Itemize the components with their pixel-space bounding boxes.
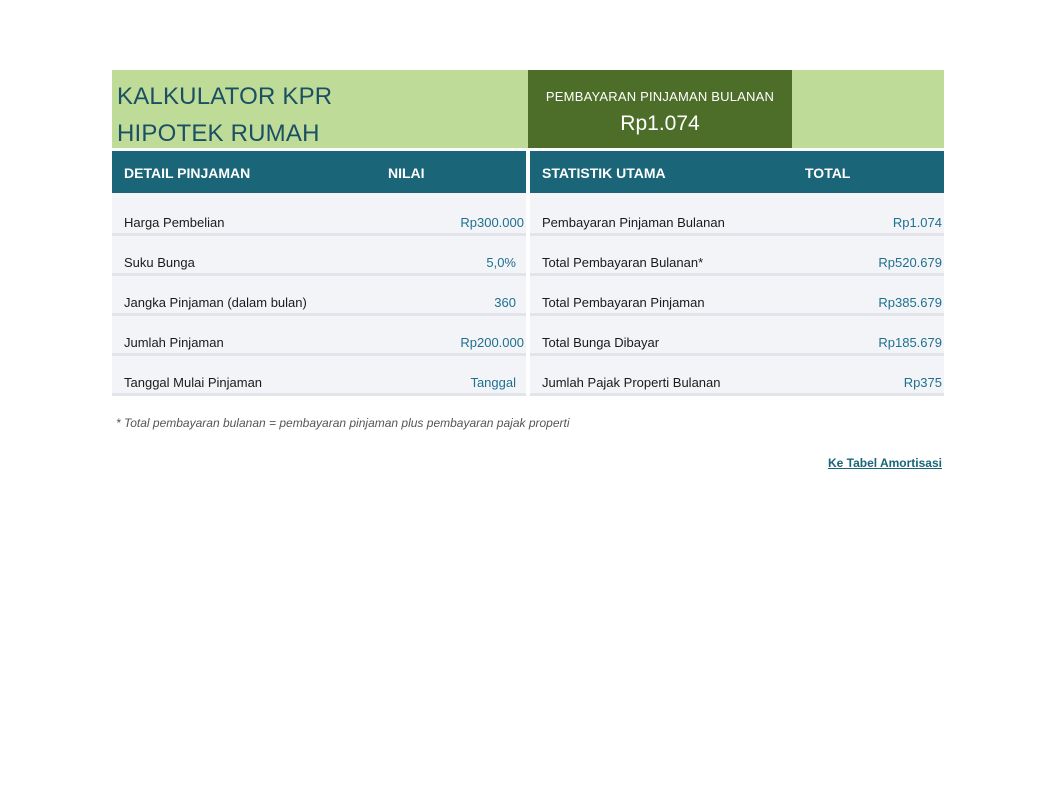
- key-statistics-table: [530, 151, 944, 396]
- footnote: * Total pembayaran bulanan = pembayaran pinjaman plus pembayaran pajak properti: [116, 416, 570, 430]
- loan-details-header: [112, 151, 526, 193]
- key-statistics-header: [530, 151, 944, 193]
- stat-row-total-interest-paid: [530, 316, 944, 356]
- key-statistics-rows: [530, 193, 944, 396]
- loan-details-header-value: NILAI: [388, 165, 425, 181]
- row-label: Harga Pembelian: [124, 215, 225, 230]
- row-value: Rp375: [903, 375, 942, 390]
- tables-area: [112, 151, 944, 395]
- row-label: Total Bunga Dibayar: [542, 335, 660, 350]
- row-label: Jangka Pinjaman (dalam bulan): [124, 295, 307, 310]
- loan-details-header-label: DETAIL PINJAMAN: [124, 165, 251, 181]
- purchase-price-input[interactable]: Rp300.000: [460, 215, 524, 230]
- loan-amount-input[interactable]: Rp200.000: [460, 335, 524, 350]
- amortization-table-link[interactable]: Ke Tabel Amortisasi: [827, 456, 942, 470]
- loan-details-table: [112, 151, 526, 396]
- row-label: Jumlah Pajak Properti Bulanan: [542, 375, 721, 390]
- calculator-title: [117, 78, 332, 152]
- title-band: [112, 70, 944, 148]
- row-label: Total Pembayaran Pinjaman: [542, 295, 705, 310]
- stat-row-total-loan-payment: [530, 276, 944, 316]
- row-label: Suku Bunga: [124, 255, 195, 270]
- loan-term-input[interactable]: 360: [494, 295, 516, 310]
- row-label: Total Pembayaran Bulanan*: [542, 255, 704, 270]
- start-date-input[interactable]: Tanggal: [470, 375, 516, 390]
- mortgage-calculator-sheet: [112, 70, 944, 395]
- monthly-payment-label: PEMBAYARAN PINJAMAN BULANAN: [545, 89, 775, 104]
- interest-rate-input[interactable]: 5,0%: [486, 255, 516, 270]
- loan-detail-row-start-date: [112, 356, 526, 396]
- loan-detail-row-loan-amount: [112, 316, 526, 356]
- key-statistics-header-label: STATISTIK UTAMA: [542, 165, 666, 181]
- row-label: Pembayaran Pinjaman Bulanan: [542, 215, 725, 230]
- key-statistics-header-value: TOTAL: [805, 165, 851, 181]
- title-line-1: KALKULATOR KPR: [117, 83, 333, 110]
- stat-row-monthly-property-tax: [530, 356, 944, 396]
- row-value: Rp520.679: [878, 255, 942, 270]
- stat-row-monthly-loan-payment: [530, 196, 944, 236]
- loan-details-rows: [112, 193, 526, 396]
- monthly-payment-box: [528, 70, 792, 148]
- monthly-payment-value: Rp1.074: [620, 112, 700, 135]
- loan-detail-row-interest-rate: [112, 236, 526, 276]
- row-value: Rp185.679: [878, 335, 942, 350]
- stat-row-total-monthly-payment: [530, 236, 944, 276]
- row-value: Rp385.679: [878, 295, 942, 310]
- title-line-2: HIPOTEK RUMAH: [117, 120, 320, 147]
- loan-detail-row-loan-term: [112, 276, 526, 316]
- row-value: Rp1.074: [892, 215, 942, 230]
- loan-detail-row-purchase-price: [112, 196, 526, 236]
- row-label: Tanggal Mulai Pinjaman: [124, 375, 263, 390]
- row-label: Jumlah Pinjaman: [124, 335, 224, 350]
